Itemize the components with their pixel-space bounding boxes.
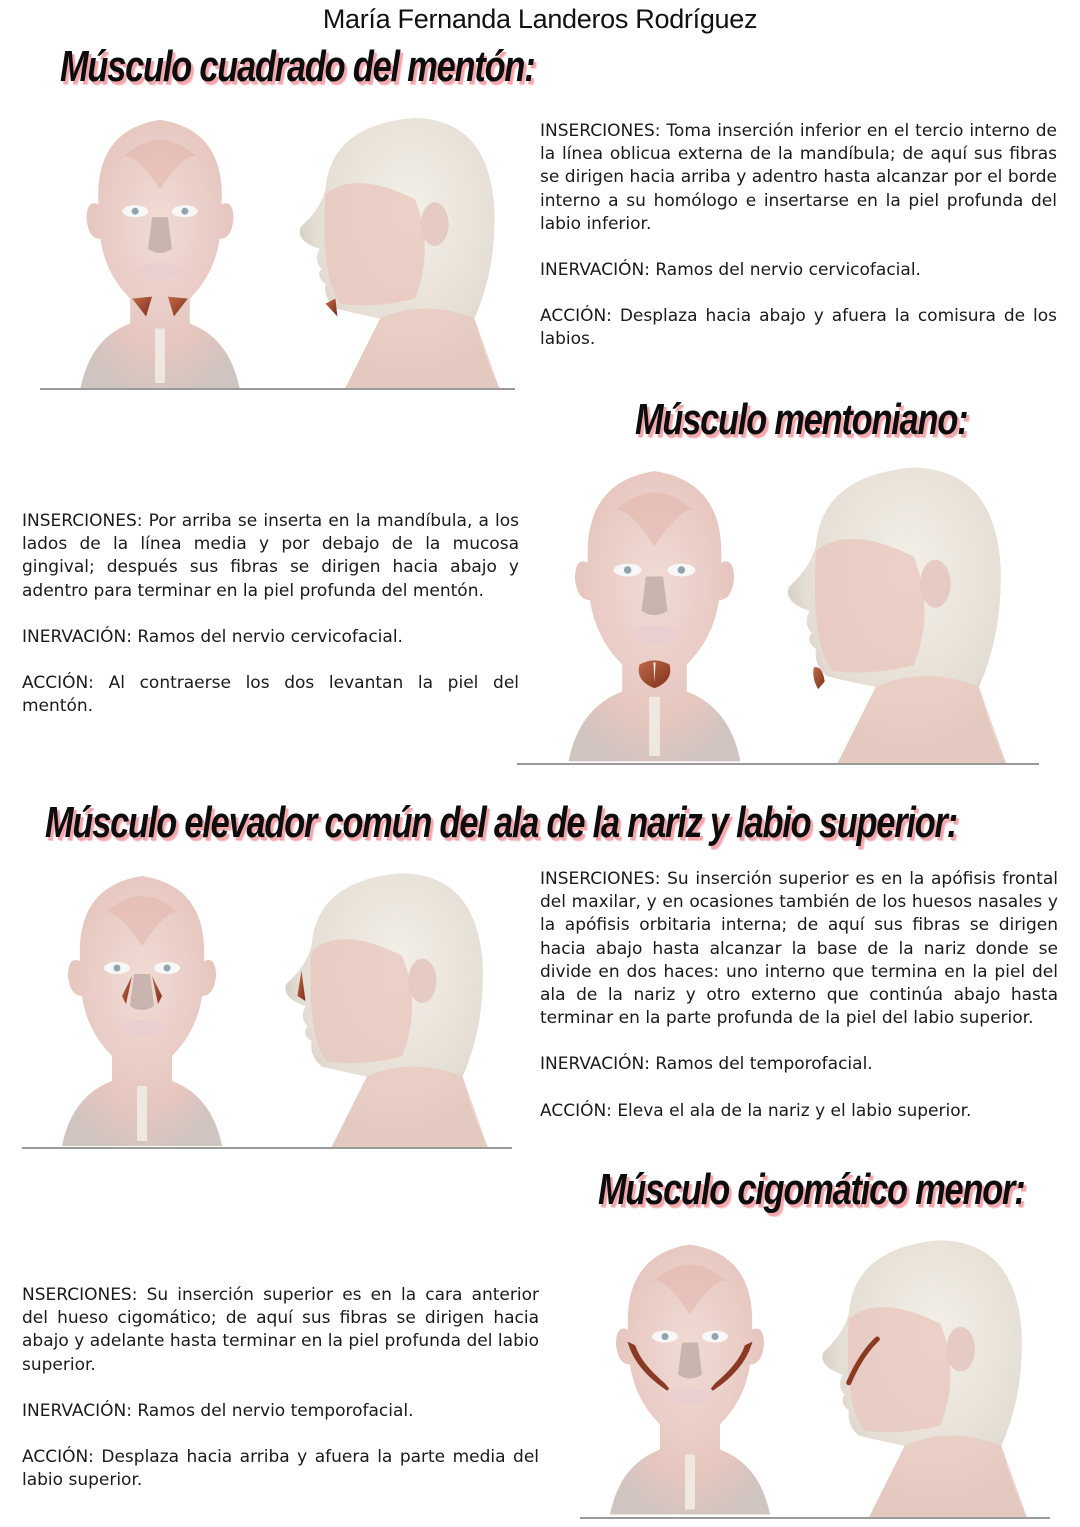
inserciones-text: INSERCIONES: Su inserción superior es en la apófisis frontal del maxilar, y en ocasiones también de los huesos nasales y la apófisis orbitaria interna; de aquí sus fibras se dirigen hacia abajo hasta alcanzar la base de la nariz donde se divide en dos haces: uno interno que termina en la piel del ala de la nariz y otro externo que continúa abajo hasta terminar en la parte profunda de la piel del labio superior. (540, 869, 1058, 1029)
section-title-elevador-comun: Músculo elevador común del ala de la nariz y labio superior: (45, 798, 958, 847)
description-mentoniano (22, 510, 519, 741)
accion-text: ACCIÓN: Desplaza hacia arriba y afuera la parte media del labio superior. (22, 1447, 539, 1491)
description-elevador-comun (540, 868, 1058, 1146)
muscle-highlight-side-icon (805, 1222, 1035, 1517)
description-cigomatico-menor (22, 1284, 539, 1515)
accion-text: ACCIÓN: Desplaza hacia abajo y afuera la comisura de los labios. (540, 306, 1057, 350)
muscle-highlight-icon (590, 1222, 790, 1517)
figure-elevador-comun (22, 855, 512, 1149)
section-title-cigomatico-menor: Músculo cigomático menor: (598, 1165, 1025, 1214)
muscle-highlight-icon (42, 855, 242, 1147)
section-title-mentoniano: Músculo mentoniano: (635, 395, 968, 444)
figure-mentoniano (517, 448, 1039, 765)
muscle-highlight-icon (60, 100, 260, 388)
accion-text: ACCIÓN: Al contraerse los dos levantan la piel del mentón. (22, 673, 519, 717)
inserciones-text: NSERCIONES: Su inserción superior es en la cara anterior del hueso cigomático; de aquí sus fibras se dirigen hacia abajo y adelante hasta terminar en la piel profunda del labio superior. (22, 1285, 539, 1375)
inervacion-text: INERVACIÓN: Ramos del nervio cervicofacial. (540, 260, 921, 281)
inervacion-text: INERVACIÓN: Ramos del temporofacial. (540, 1054, 873, 1075)
inervacion-text: INERVACIÓN: Ramos del nervio cervicofacial. (22, 626, 403, 647)
author-name: María Fernanda Landeros Rodríguez (322, 4, 758, 34)
figure-cigomatico-menor (580, 1222, 1050, 1519)
muscle-highlight-side-icon (285, 100, 505, 388)
accion-text: ACCIÓN: Eleva el ala de la nariz y el labio superior. (540, 1100, 972, 1121)
inserciones-text: INSERCIONES: Por arriba se inserta en la mandíbula, a los lados de la línea media y por debajo de la mucosa gingival; después sus fibras se dirigen hacia abajo y adentro para terminar en la piel profunda del mentón. (22, 511, 519, 601)
figure-cuadrado-menton (40, 100, 515, 390)
inserciones-text: INSERCIONES: Toma inserción inferior en el tercio interno de la línea oblicua externa de la mandíbula; de aquí sus fibras se dirigen hacia arriba y adentro hasta alcanzar por el borde interno a su homólogo e insertarse en la piel profunda del labio inferior. (540, 121, 1057, 234)
muscle-highlight-side-icon (772, 448, 1012, 763)
muscle-highlight-side-icon (267, 855, 497, 1147)
muscle-highlight-icon (547, 448, 762, 763)
description-cuadrado-menton (540, 120, 1057, 375)
section-title-cuadrado-menton: Músculo cuadrado del mentón: (60, 42, 535, 91)
inervacion-text: INERVACIÓN: Ramos del nervio temporofacial. (22, 1400, 414, 1421)
